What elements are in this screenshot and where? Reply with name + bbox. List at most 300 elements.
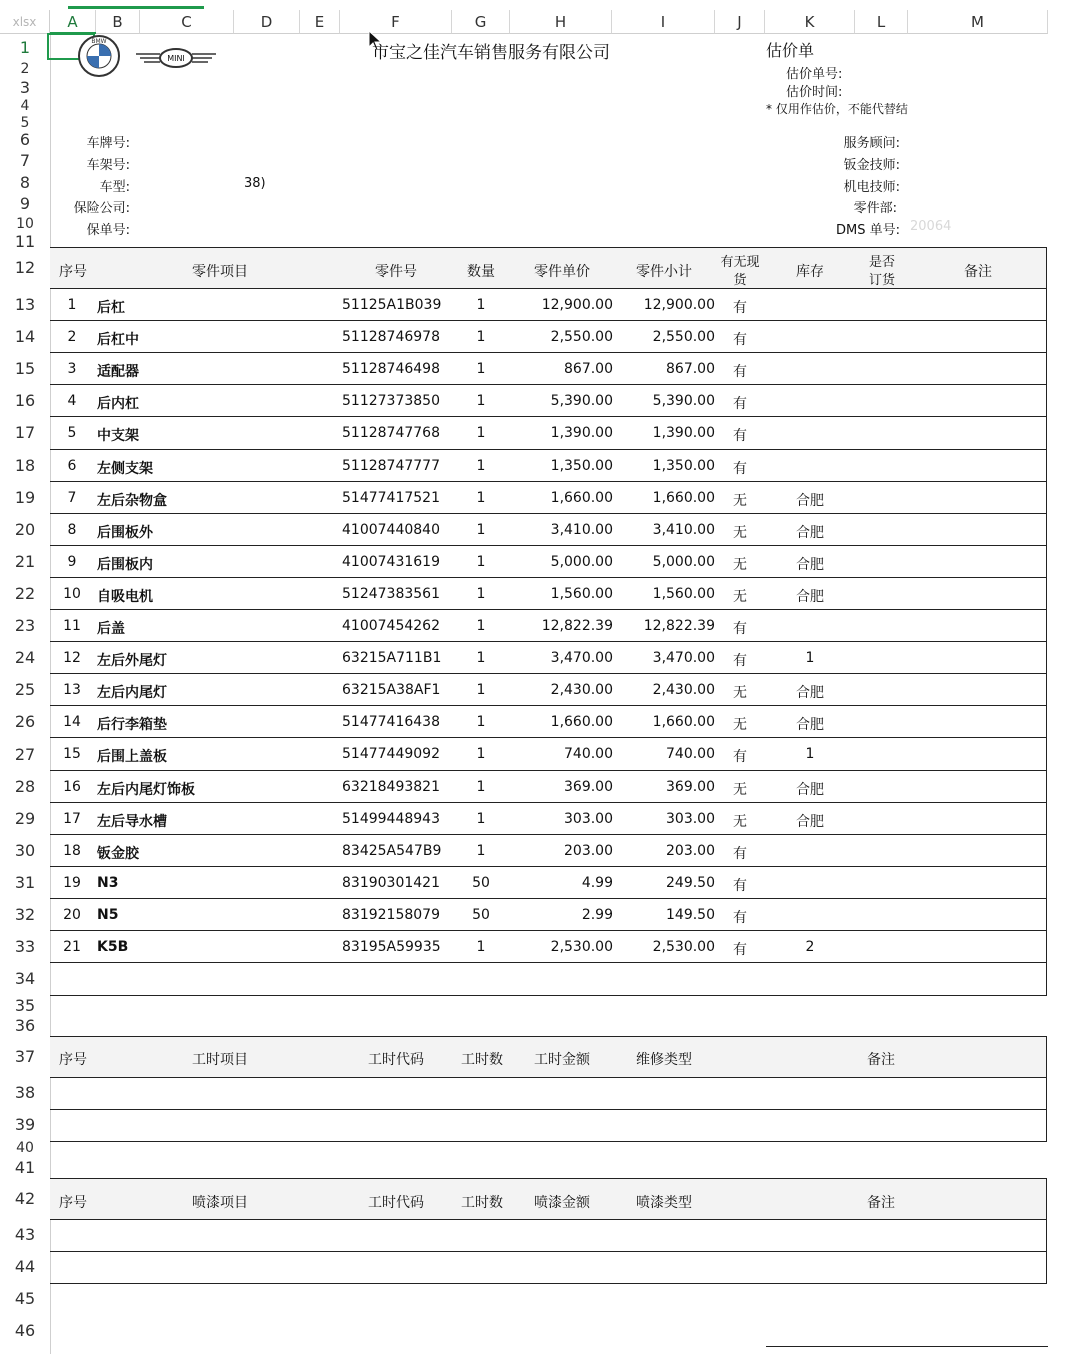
row-inventory: 合肥 [796, 717, 824, 733]
row-number-1[interactable]: 1 [19, 38, 31, 57]
electrician-tech-label: 机电技师: [843, 180, 900, 195]
row-subtotal: 867.00 [666, 361, 715, 377]
column-header-c[interactable]: C [140, 10, 234, 34]
parts-table-top-border [50, 247, 1047, 248]
row-seq: 1 [67, 297, 77, 313]
row-in-stock: 有 [733, 461, 747, 477]
paint-header-type: 喷漆类型 [636, 1195, 692, 1211]
row-quantity: 1 [476, 714, 486, 730]
row-number-35[interactable]: 35 [14, 996, 36, 1015]
row-unit-price: 2.99 [581, 907, 613, 923]
row-part-number: 51477417521 [342, 490, 440, 506]
row-number-31[interactable]: 31 [14, 873, 36, 892]
row-part-number: 41007440840 [342, 522, 440, 538]
dms-label: DMS 单号: [836, 223, 900, 238]
row-quantity: 1 [476, 522, 486, 538]
row-quantity: 1 [476, 939, 486, 955]
row-in-stock: 有 [733, 846, 747, 862]
table-row[interactable] [0, 450, 1080, 482]
mini-wings-icon [134, 44, 218, 72]
table-row[interactable] [0, 385, 1080, 417]
table-row[interactable] [0, 610, 1080, 642]
parts-header-qty: 数量 [467, 264, 495, 280]
row-number-8[interactable]: 8 [19, 173, 31, 192]
row-part-number: 83192158079 [342, 907, 440, 923]
row-number-18[interactable]: 18 [14, 456, 36, 475]
row-number-2[interactable]: 2 [20, 61, 30, 77]
table-row[interactable] [0, 482, 1080, 514]
row-quantity: 1 [476, 779, 486, 795]
row-seq: 20 [63, 907, 81, 923]
row-part-number: 83195A59935 [342, 939, 441, 955]
labor-header-item: 工时项目 [192, 1052, 248, 1068]
svg-text:MINI: MINI [167, 54, 185, 63]
row-quantity: 1 [476, 618, 486, 634]
row-subtotal: 149.50 [666, 907, 715, 923]
parts-header-item: 零件项目 [192, 264, 248, 280]
row-part-number: 51128746498 [342, 361, 440, 377]
row-part-number: 51128747768 [342, 425, 440, 441]
selection-indicator-bar [68, 6, 204, 9]
row-subtotal: 1,660.00 [652, 714, 715, 730]
row-quantity: 1 [476, 843, 486, 859]
parts-header-order-line2: 订货 [868, 273, 895, 288]
row-subtotal: 12,900.00 [643, 297, 715, 313]
model-label: 车型: [99, 180, 130, 195]
row-seq: 13 [63, 682, 81, 698]
table-row[interactable] [0, 706, 1080, 738]
row-seq: 6 [67, 458, 77, 474]
column-header-b[interactable]: B [96, 10, 140, 34]
row-quantity: 1 [476, 329, 486, 345]
row-number-12[interactable]: 12 [14, 258, 36, 277]
paint-table-right-border [1046, 1178, 1047, 1284]
row-subtotal: 3,470.00 [652, 650, 715, 666]
row-inventory: 合肥 [796, 525, 824, 541]
row-part-number: 83425A547B9 [342, 843, 442, 859]
row-seq: 12 [63, 650, 81, 666]
labor-header-code: 工时代码 [368, 1052, 424, 1068]
column-header-m[interactable]: M [908, 10, 1048, 34]
row-inventory: 合肥 [796, 493, 824, 509]
row-part-number: 41007454262 [342, 618, 440, 634]
bmw-roundel-icon [70, 35, 128, 77]
row-seq: 14 [63, 714, 81, 730]
row-number-23[interactable]: 23 [14, 616, 36, 635]
row-quantity: 1 [476, 490, 486, 506]
labor-header-type: 维修类型 [636, 1052, 692, 1068]
row-number-34[interactable]: 34 [14, 969, 36, 988]
row-number-19[interactable]: 19 [14, 488, 36, 507]
row-number-20[interactable]: 20 [14, 520, 36, 539]
row-unit-price: 867.00 [564, 361, 613, 377]
row-subtotal: 303.00 [666, 811, 715, 827]
row-item-name: 后内杠 [97, 396, 139, 412]
row-item-name: 左后内尾灯饰板 [97, 782, 195, 798]
parts-header-seq: 序号 [59, 264, 87, 280]
row-unit-price: 1,660.00 [550, 714, 613, 730]
row-item-name: 后围板外 [97, 525, 153, 541]
row-in-stock: 无 [733, 557, 747, 573]
row-seq: 11 [63, 618, 81, 634]
table-row[interactable] [0, 642, 1080, 674]
row-item-name: K5B [97, 939, 129, 955]
row-number-32[interactable]: 32 [14, 905, 36, 924]
row-number-11[interactable]: 11 [14, 232, 36, 251]
row-unit-price: 3,410.00 [550, 522, 613, 538]
row-quantity: 50 [472, 875, 490, 891]
row-seq: 2 [67, 329, 77, 345]
table-row[interactable] [0, 417, 1080, 449]
row-item-name: 后围上盖板 [97, 749, 167, 765]
labor-header-seq: 序号 [59, 1052, 87, 1068]
row-number-10[interactable]: 10 [16, 216, 34, 232]
row-number-40[interactable]: 40 [16, 1140, 34, 1156]
row-inventory: 合肥 [796, 589, 824, 605]
row-seq: 21 [63, 939, 81, 955]
row-seq: 7 [67, 490, 77, 506]
row-unit-price: 1,390.00 [550, 425, 613, 441]
row-part-number: 51477449092 [342, 746, 440, 762]
row-in-stock: 有 [733, 300, 747, 316]
row-part-number: 51128746978 [342, 329, 440, 345]
row-unit-price: 12,822.39 [541, 618, 613, 634]
column-header-l[interactable]: L [855, 10, 908, 34]
table-row[interactable] [0, 931, 1080, 963]
signature-line [766, 1346, 1048, 1347]
row-subtotal: 3,410.00 [652, 522, 715, 538]
document-title: 估价单 [766, 41, 815, 60]
row-seq: 16 [63, 779, 81, 795]
row-number-22[interactable]: 22 [14, 584, 36, 603]
row-inventory: 合肥 [796, 685, 824, 701]
paint-header-item: 喷漆项目 [192, 1195, 248, 1211]
parts-header-unit-price: 零件单价 [534, 264, 590, 280]
paint-table-top-border [50, 1178, 1047, 1179]
row-in-stock: 有 [733, 878, 747, 894]
row-unit-price: 5,390.00 [550, 393, 613, 409]
row-in-stock: 无 [733, 685, 747, 701]
row-number-38[interactable]: 38 [14, 1083, 36, 1102]
row-number-7[interactable]: 7 [19, 151, 31, 170]
row-unit-price: 369.00 [564, 779, 613, 795]
row-part-number: 51477416438 [342, 714, 440, 730]
row-number-9[interactable]: 9 [19, 194, 31, 213]
row-part-number: 51247383561 [342, 586, 440, 602]
row-number-29[interactable]: 29 [14, 809, 36, 828]
paint-header-note: 备注 [867, 1195, 895, 1211]
labor-table-header-border [50, 1077, 1047, 1078]
row-subtotal: 1,390.00 [652, 425, 715, 441]
row-seq: 3 [67, 361, 77, 377]
row-quantity: 1 [476, 650, 486, 666]
row-number-6[interactable]: 6 [19, 130, 31, 149]
row-quantity: 1 [476, 746, 486, 762]
row-quantity: 1 [476, 425, 486, 441]
row-part-number: 41007431619 [342, 554, 440, 570]
row-unit-price: 1,560.00 [550, 586, 613, 602]
paint-table-row-43-border [50, 1251, 1047, 1252]
labor-table-bottom-border [50, 1141, 1047, 1142]
column-header-e[interactable]: E [300, 10, 340, 34]
row-seq: 15 [63, 746, 81, 762]
row-item-name: 左侧支架 [97, 461, 153, 477]
parts-header-order-line1: 是否 [868, 255, 895, 270]
sheetmetal-tech-label: 钣金技师: [843, 158, 900, 173]
row-number-16[interactable]: 16 [14, 391, 36, 410]
parts-empty-row-34-border [50, 995, 1047, 996]
row-quantity: 1 [476, 554, 486, 570]
parts-header-subtotal: 零件小计 [636, 264, 692, 280]
row-item-name: 后盖 [97, 621, 125, 637]
table-row[interactable] [0, 674, 1080, 706]
row-seq: 10 [63, 586, 81, 602]
row-number-24[interactable]: 24 [14, 648, 36, 667]
row-in-stock: 有 [733, 942, 747, 958]
table-row[interactable] [0, 289, 1080, 321]
row-item-name: 左后内尾灯 [97, 685, 167, 701]
parts-row-border [50, 962, 1047, 963]
row-unit-price: 4.99 [581, 875, 613, 891]
row-in-stock: 无 [733, 814, 747, 830]
row-in-stock: 无 [733, 717, 747, 733]
row-unit-price: 2,550.00 [550, 329, 613, 345]
row-quantity: 1 [476, 811, 486, 827]
row-unit-price: 2,430.00 [550, 682, 613, 698]
row-number-3[interactable]: 3 [19, 78, 31, 97]
row-item-name: 中支架 [97, 428, 139, 444]
row-subtotal: 5,000.00 [652, 554, 715, 570]
paint-header-seq: 序号 [59, 1195, 87, 1211]
row-number-15[interactable]: 15 [14, 359, 36, 378]
row-part-number: 51499448943 [342, 811, 440, 827]
labor-header-hours: 工时数 [461, 1052, 503, 1068]
row-number-37[interactable]: 37 [14, 1047, 36, 1066]
row-unit-price: 1,660.00 [550, 490, 613, 506]
row-in-stock: 无 [733, 493, 747, 509]
row-in-stock: 有 [733, 749, 747, 765]
insurer-label: 保险公司: [73, 201, 130, 216]
table-row[interactable] [0, 353, 1080, 385]
row-subtotal: 1,560.00 [652, 586, 715, 602]
table-row[interactable] [0, 867, 1080, 899]
row-unit-price: 303.00 [564, 811, 613, 827]
row-quantity: 1 [476, 361, 486, 377]
model-value: 38) [244, 176, 266, 191]
row-in-stock: 有 [733, 364, 747, 380]
row-subtotal: 2,550.00 [652, 329, 715, 345]
column-header-g[interactable]: G [452, 10, 510, 34]
company-name: 市宝之佳汽车销售服务有限公司 [372, 43, 610, 63]
row-number-39[interactable]: 39 [14, 1115, 36, 1134]
row-number-46[interactable]: 46 [14, 1321, 36, 1340]
row-part-number: 51128747777 [342, 458, 440, 474]
row-subtotal: 5,390.00 [652, 393, 715, 409]
row-number-14[interactable]: 14 [14, 327, 36, 346]
row-subtotal: 203.00 [666, 843, 715, 859]
row-number-27[interactable]: 27 [14, 745, 36, 764]
row-number-25[interactable]: 25 [14, 680, 36, 699]
plate-label: 车牌号: [86, 136, 130, 151]
row-number-17[interactable]: 17 [14, 423, 36, 442]
row-inventory: 合肥 [796, 814, 824, 830]
row-unit-price: 740.00 [564, 746, 613, 762]
row-unit-price: 2,530.00 [550, 939, 613, 955]
row-inventory: 2 [805, 939, 815, 955]
column-header-f[interactable]: F [340, 10, 452, 34]
labor-table-right-border [1046, 1036, 1047, 1142]
row-item-name: 适配器 [97, 364, 139, 380]
row-number-33[interactable]: 33 [14, 937, 36, 956]
parts-header-in-stock-line2: 货 [733, 273, 747, 288]
row-item-name: 左后杂物盒 [97, 493, 167, 509]
row-item-name: 后行李箱垫 [97, 717, 167, 733]
parts-header-in-stock-line1: 有无现 [720, 255, 760, 270]
row-part-number: 63215A38AF1 [342, 682, 441, 698]
paint-table-bottom-border [50, 1283, 1047, 1284]
row-in-stock: 有 [733, 428, 747, 444]
row-in-stock: 无 [733, 589, 747, 605]
table-row[interactable] [0, 803, 1080, 835]
row-seq: 8 [67, 522, 77, 538]
row-quantity: 1 [476, 586, 486, 602]
column-header-k[interactable]: K [765, 10, 855, 34]
row-item-name: 钣金胶 [97, 846, 139, 862]
row-unit-price: 5,000.00 [550, 554, 613, 570]
row-subtotal: 2,430.00 [652, 682, 715, 698]
row-quantity: 1 [476, 297, 486, 313]
table-row[interactable] [0, 899, 1080, 931]
row-in-stock: 有 [733, 621, 747, 637]
paint-header-amount: 喷漆金额 [534, 1195, 590, 1211]
row-in-stock: 无 [733, 525, 747, 541]
row-quantity: 1 [476, 682, 486, 698]
column-header-d[interactable]: D [234, 10, 300, 34]
row-subtotal: 12,822.39 [643, 618, 715, 634]
row-number-13[interactable]: 13 [14, 295, 36, 314]
row-subtotal: 369.00 [666, 779, 715, 795]
estimate-time-label: 估价时间: [786, 85, 843, 100]
labor-table-top-border [50, 1036, 1047, 1037]
row-inventory: 1 [805, 650, 815, 666]
table-row[interactable] [0, 514, 1080, 546]
row-item-name: 自吸电机 [97, 589, 153, 605]
row-subtotal: 1,660.00 [652, 490, 715, 506]
row-seq: 19 [63, 875, 81, 891]
column-header-j[interactable]: J [715, 10, 765, 34]
row-item-name: 后围板内 [97, 557, 153, 573]
row-inventory: 1 [805, 746, 815, 762]
parts-dept-label: 零件部: [853, 201, 897, 216]
row-number-45[interactable]: 45 [14, 1289, 36, 1308]
row-part-number: 83190301421 [342, 875, 440, 891]
column-header-a[interactable]: A [50, 10, 96, 34]
disclaimer-text: * 仅用作估价，不能代替结 [766, 102, 908, 116]
row-unit-price: 1,350.00 [550, 458, 613, 474]
row-unit-price: 3,470.00 [550, 650, 613, 666]
row-quantity: 1 [476, 393, 486, 409]
svg-text:BMW: BMW [91, 38, 107, 45]
row-number-43[interactable]: 43 [14, 1225, 36, 1244]
row-number-28[interactable]: 28 [14, 777, 36, 796]
row-quantity: 1 [476, 458, 486, 474]
row-part-number: 51127373850 [342, 393, 440, 409]
row-number-44[interactable]: 44 [14, 1257, 36, 1276]
table-row[interactable] [0, 321, 1080, 353]
row-subtotal: 2,530.00 [652, 939, 715, 955]
labor-header-amount: 工时金额 [534, 1052, 590, 1068]
paint-table-header-border [50, 1219, 1047, 1220]
row-part-number: 63218493821 [342, 779, 440, 795]
policy-label: 保单号: [86, 223, 130, 238]
row-in-stock: 有 [733, 396, 747, 412]
row-in-stock: 有 [733, 653, 747, 669]
bmw-logo [70, 35, 128, 77]
row-seq: 4 [67, 393, 77, 409]
row-number-41[interactable]: 41 [14, 1158, 36, 1177]
table-row[interactable] [0, 771, 1080, 803]
parts-header-part-no: 零件号 [375, 264, 417, 280]
row-item-name: 后杠 [97, 300, 125, 316]
row-unit-price: 12,900.00 [541, 297, 613, 313]
row-in-stock: 无 [733, 782, 747, 798]
select-all-corner[interactable]: xlsx [0, 10, 50, 34]
parts-header-note: 备注 [964, 264, 992, 280]
row-number-42[interactable]: 42 [14, 1189, 36, 1208]
vin-label: 车架号: [86, 158, 130, 173]
table-row[interactable] [0, 546, 1080, 578]
mini-logo [134, 44, 218, 72]
row-item-name: 左后导水槽 [97, 814, 167, 830]
row-subtotal: 740.00 [666, 746, 715, 762]
table-row[interactable] [0, 578, 1080, 610]
column-header-i[interactable]: I [612, 10, 715, 34]
row-number-26[interactable]: 26 [14, 712, 36, 731]
row-number-36[interactable]: 36 [14, 1016, 36, 1035]
row-item-name: 左后外尾灯 [97, 653, 167, 669]
dms-value: 20064 [910, 219, 952, 234]
row-number-5[interactable]: 5 [20, 115, 30, 131]
row-seq: 17 [63, 811, 81, 827]
row-in-stock: 有 [733, 910, 747, 926]
row-number-30[interactable]: 30 [14, 841, 36, 860]
row-part-number: 51125A1B039 [342, 297, 442, 313]
row-seq: 18 [63, 843, 81, 859]
row-quantity: 50 [472, 907, 490, 923]
row-item-name: N3 [97, 875, 119, 891]
paint-header-hours: 工时数 [461, 1195, 503, 1211]
row-subtotal: 249.50 [666, 875, 715, 891]
row-subtotal: 1,350.00 [652, 458, 715, 474]
advisor-label: 服务顾问: [843, 136, 900, 151]
row-inventory: 合肥 [796, 557, 824, 573]
row-item-name: N5 [97, 907, 119, 923]
row-seq: 5 [67, 425, 77, 441]
row-number-4[interactable]: 4 [20, 98, 30, 114]
paint-header-code: 工时代码 [368, 1195, 424, 1211]
table-row[interactable] [0, 738, 1080, 770]
row-item-name: 后杠中 [97, 332, 139, 348]
estimate-no-label: 估价单号: [786, 67, 843, 82]
row-seq: 9 [67, 554, 77, 570]
row-number-21[interactable]: 21 [14, 552, 36, 571]
row-inventory: 合肥 [796, 782, 824, 798]
column-header-h[interactable]: H [510, 10, 612, 34]
labor-header-note: 备注 [867, 1052, 895, 1068]
row-part-number: 63215A711B1 [342, 650, 442, 666]
table-row[interactable] [0, 835, 1080, 867]
row-in-stock: 有 [733, 332, 747, 348]
